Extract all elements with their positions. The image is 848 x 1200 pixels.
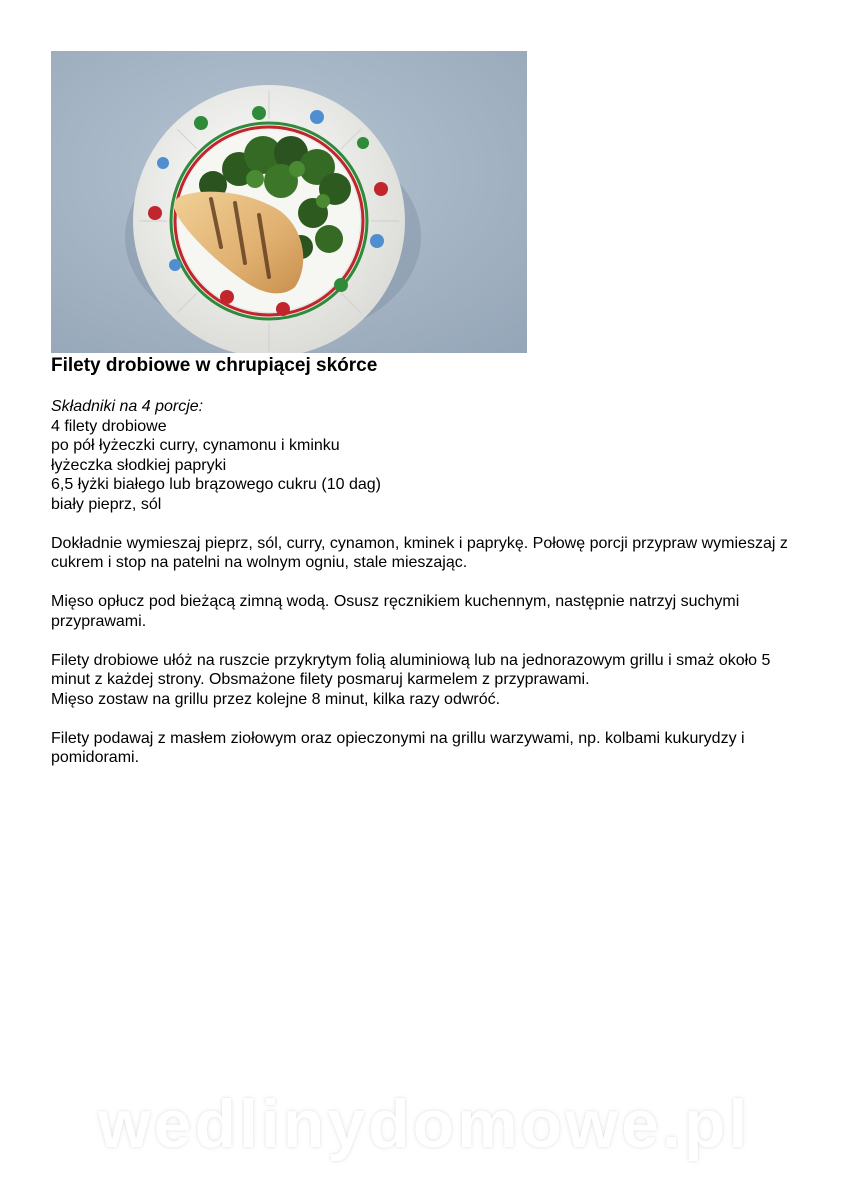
step-paragraph: Dokładnie wymieszaj pieprz, sól, curry, cynamon, kminek i paprykę. Połowę porcji przypraw wymieszaj z cukrem i stop na patelni na wolnym ogniu, stale mieszając.	[51, 534, 788, 571]
recipe-content	[51, 397, 791, 787]
step-paragraph: Mięso opłucz pod bieżącą zimną wodą. Osusz ręcznikiem kuchennym, następnie natrzyj suchymi przyprawami.	[51, 593, 740, 630]
ingredient-item: po pół łyżeczki curry, cynamonu i kminku	[51, 437, 340, 454]
ingredient-item: biały pieprz, sól	[51, 495, 162, 513]
recipe-title: Filety drobiowe w chrupiącej skórce	[51, 355, 378, 376]
ingredient-item: 4 filety drobiowe	[51, 417, 167, 435]
recipe-photo	[51, 51, 527, 353]
step-paragraph: Filety podawaj z masłem ziołowym oraz opieczonymi na grillu warzywami, np. kolbami kukurydzy i pomidorami.	[51, 729, 745, 766]
ingredient-item: 6,5 łyżki białego lub brązowego cukru (10 dag)	[51, 476, 381, 493]
ingredients-heading: Składniki na 4 porcje:	[51, 398, 204, 415]
step-line: Filety drobiowe ułóż na ruszcie przykrytym folią aluminiową lub na jednorazowym grillu i smaż około 5 minut z każdej strony. Obsmażone filety posmaruj karmelem z przyprawami.	[51, 651, 771, 688]
ingredients-block	[51, 397, 791, 514]
step-line: Mięso zostaw na grillu przez kolejne 8 minut, kilka razy odwróć.	[51, 690, 501, 708]
watermark: wedlinydomowe.pl	[97, 1086, 751, 1162]
step-paragraph	[51, 651, 791, 710]
ingredient-item: łyżeczka słodkiej papryki	[51, 456, 227, 474]
plate-illustration	[51, 51, 527, 353]
